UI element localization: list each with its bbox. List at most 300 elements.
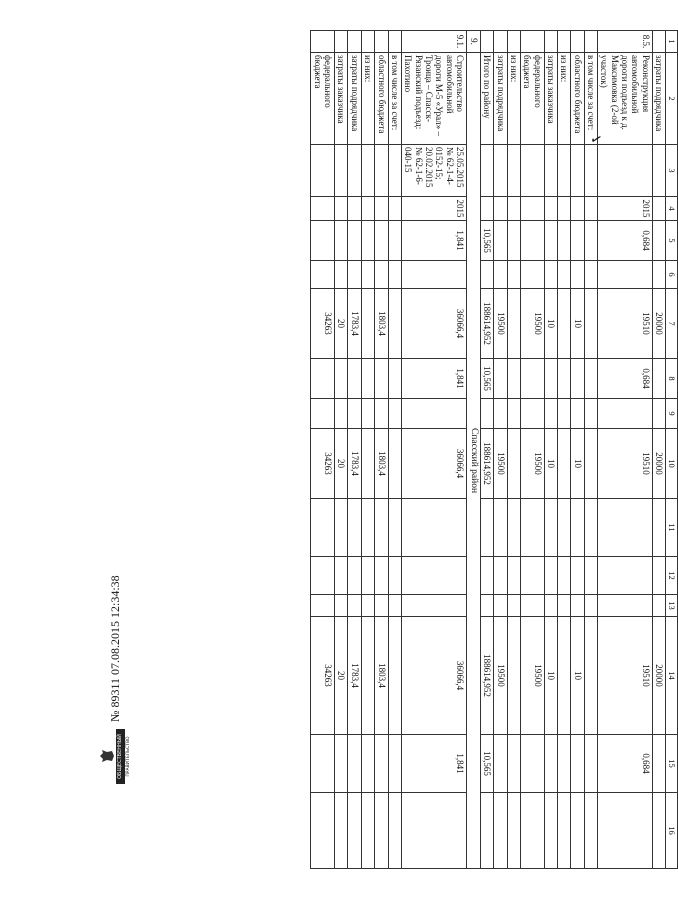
cell-col-9 — [494, 399, 507, 429]
cell-col-6 — [480, 261, 493, 289]
colnum-15: 15 — [666, 735, 678, 793]
cell-col-13 — [520, 595, 544, 617]
cell-col-16 — [311, 793, 335, 869]
cell-col-2: областного бюджета — [571, 53, 584, 145]
cell-col-10: 1803,4 — [375, 429, 388, 499]
cell-col-8: 1,841 — [401, 359, 466, 399]
cell-col-5 — [311, 221, 335, 261]
cell-col-9 — [597, 399, 652, 429]
cell-col-11 — [584, 499, 597, 557]
colnum-2: 2 — [666, 53, 678, 145]
cell-col-1 — [584, 31, 597, 53]
cell-col-6 — [597, 261, 652, 289]
colnum-11: 11 — [666, 499, 678, 557]
cell-col-1 — [480, 31, 493, 53]
cell-col-10: 36066,4 — [401, 429, 466, 499]
cell-col-12 — [480, 557, 493, 595]
cell-col-16 — [520, 793, 544, 869]
table-row — [401, 31, 466, 869]
cell-col-13 — [401, 595, 466, 617]
table-body — [311, 31, 678, 869]
cell-col-1 — [335, 31, 348, 53]
cell-col-13 — [652, 595, 665, 617]
cell-col-5 — [507, 221, 520, 261]
cell-col-14: 19510 — [597, 617, 652, 735]
cell-col-7: 1783,4 — [348, 289, 361, 359]
cell-col-11 — [480, 499, 493, 557]
cell-col-12 — [557, 557, 570, 595]
colnum-12: 12 — [666, 557, 678, 595]
cell-col-10: 19500 — [520, 429, 544, 499]
cell-col-14: 20000 — [652, 617, 665, 735]
cell-col-15 — [571, 735, 584, 793]
cell-col-12 — [401, 557, 466, 595]
cell-col-6 — [584, 261, 597, 289]
table-row — [520, 31, 544, 869]
cell-col-1: 8.5. — [597, 31, 652, 53]
cell-col-11 — [571, 499, 584, 557]
cell-col-13 — [507, 595, 520, 617]
cell-col-5: 10,565 — [480, 221, 493, 261]
cell-col-13 — [361, 595, 374, 617]
table-row — [557, 31, 570, 869]
cell-col-14 — [584, 617, 597, 735]
cell-col-16 — [494, 793, 507, 869]
logo-subtitle: ПРАВИТЕЛЬСТВО — [126, 736, 131, 777]
cell-col-2: Реконструкция автомобильной дороги подъезд к д. Максимовка (2-ой участок) — [597, 53, 652, 145]
colnum-8: 8 — [666, 359, 678, 399]
cell-col-7: 34263 — [311, 289, 335, 359]
cell-col-13 — [544, 595, 557, 617]
cell-col-5: 1,841 — [401, 221, 466, 261]
cell-col-1 — [388, 31, 401, 53]
section-title: Спасский район — [466, 53, 480, 869]
cell-col-2: Итого по району — [480, 53, 493, 145]
cell-col-5 — [361, 221, 374, 261]
cell-col-14: 1783,4 — [348, 617, 361, 735]
colnum-16: 16 — [666, 793, 678, 869]
cell-col-8 — [494, 359, 507, 399]
cell-col-15 — [388, 735, 401, 793]
cell-col-15: 0,684 — [597, 735, 652, 793]
cell-col-7 — [584, 289, 597, 359]
cell-col-6 — [520, 261, 544, 289]
cell-col-7: 10 — [544, 289, 557, 359]
cell-col-12 — [507, 557, 520, 595]
cell-col-1: 9.1. — [401, 31, 466, 53]
cell-col-8 — [348, 359, 361, 399]
cell-col-3 — [375, 145, 388, 197]
cell-col-4 — [652, 197, 665, 221]
cell-col-1 — [494, 31, 507, 53]
section-number: 9. — [466, 31, 480, 53]
cell-col-4 — [507, 197, 520, 221]
cell-col-9 — [480, 399, 493, 429]
cell-col-16 — [361, 793, 374, 869]
colnum-6: 6 — [666, 261, 678, 289]
cell-col-2: областного бюджета — [375, 53, 388, 145]
cell-col-5 — [652, 221, 665, 261]
cell-col-12 — [571, 557, 584, 595]
cell-col-10: 20000 — [652, 429, 665, 499]
cell-col-2: затраты подрядчика — [652, 53, 665, 145]
cell-col-1 — [375, 31, 388, 53]
cell-col-3 — [507, 145, 520, 197]
cell-col-3 — [544, 145, 557, 197]
column-number-row — [666, 31, 678, 869]
cell-col-5 — [584, 221, 597, 261]
colnum-4: 4 — [666, 197, 678, 221]
cell-col-16 — [388, 793, 401, 869]
cell-col-13 — [494, 595, 507, 617]
cell-col-5 — [544, 221, 557, 261]
cell-col-16 — [348, 793, 361, 869]
cell-col-6 — [361, 261, 374, 289]
cell-col-8 — [544, 359, 557, 399]
cell-col-1 — [520, 31, 544, 53]
cell-col-11 — [597, 499, 652, 557]
cell-col-2: в том числе за счет: — [388, 53, 401, 145]
cell-col-10 — [584, 429, 597, 499]
cell-col-3 — [494, 145, 507, 197]
table-row — [388, 31, 401, 869]
cell-col-4 — [348, 197, 361, 221]
cell-col-6 — [494, 261, 507, 289]
cell-col-9 — [507, 399, 520, 429]
cell-col-16 — [571, 793, 584, 869]
table-row — [507, 31, 520, 869]
cell-col-11 — [361, 499, 374, 557]
cell-col-6 — [375, 261, 388, 289]
cell-col-2: Строительство автомобильной дороги М-5 «Урал» – Троица – Спасск-Рязанский подъезд: Пахотино — [401, 53, 466, 145]
cell-col-6 — [544, 261, 557, 289]
cell-col-2: федерального бюджета — [520, 53, 544, 145]
cell-col-14: 19500 — [520, 617, 544, 735]
cell-col-1 — [311, 31, 335, 53]
cell-col-16 — [375, 793, 388, 869]
cell-col-9 — [361, 399, 374, 429]
cell-col-12 — [375, 557, 388, 595]
table-row — [597, 31, 652, 869]
cell-col-2: федерального бюджета — [311, 53, 335, 145]
cell-col-9 — [388, 399, 401, 429]
colnum-9: 9 — [666, 399, 678, 429]
cell-col-14 — [557, 617, 570, 735]
cell-col-3 — [480, 145, 493, 197]
cell-col-5 — [348, 221, 361, 261]
cell-col-4: 2015 — [597, 197, 652, 221]
cell-col-8 — [335, 359, 348, 399]
cell-col-15 — [557, 735, 570, 793]
cell-col-14: 19500 — [494, 617, 507, 735]
cell-col-15 — [361, 735, 374, 793]
colnum-10: 10 — [666, 429, 678, 499]
cell-col-9 — [520, 399, 544, 429]
cell-col-16 — [480, 793, 493, 869]
cell-col-16 — [557, 793, 570, 869]
cell-col-12 — [584, 557, 597, 595]
cell-col-3 — [520, 145, 544, 197]
cell-col-9 — [544, 399, 557, 429]
cell-col-15 — [652, 735, 665, 793]
cell-col-13 — [571, 595, 584, 617]
cell-col-4 — [311, 197, 335, 221]
cell-col-11 — [494, 499, 507, 557]
cell-col-4 — [544, 197, 557, 221]
cell-col-8 — [557, 359, 570, 399]
cell-col-7: 10 — [571, 289, 584, 359]
cell-col-13 — [388, 595, 401, 617]
cell-col-12 — [361, 557, 374, 595]
cell-col-3 — [557, 145, 570, 197]
cell-col-12 — [388, 557, 401, 595]
cell-col-15: 10,565 — [480, 735, 493, 793]
cell-col-15: 1,841 — [401, 735, 466, 793]
cell-col-7: 20000 — [652, 289, 665, 359]
cell-col-10: 1783,4 — [348, 429, 361, 499]
cell-col-7 — [361, 289, 374, 359]
cell-col-3 — [311, 145, 335, 197]
cell-col-2: из них: — [361, 53, 374, 145]
cell-col-15 — [311, 735, 335, 793]
pen-mark-icon: ✓ — [587, 131, 604, 150]
program-table — [310, 30, 678, 869]
cell-col-6 — [652, 261, 665, 289]
table-row — [348, 31, 361, 869]
document-stamp: № 89311 07.08.2015 12:34:38 — [108, 575, 122, 722]
government-logo — [96, 728, 136, 784]
cell-col-7: 188614,952 — [480, 289, 493, 359]
cell-col-11 — [348, 499, 361, 557]
cell-col-4 — [520, 197, 544, 221]
cell-col-12 — [597, 557, 652, 595]
cell-col-8 — [571, 359, 584, 399]
table-row — [311, 31, 335, 869]
cell-col-16 — [584, 793, 597, 869]
cell-col-8: 10,565 — [480, 359, 493, 399]
cell-col-9 — [348, 399, 361, 429]
cell-col-7 — [557, 289, 570, 359]
emblem-icon — [100, 750, 114, 762]
cell-col-13 — [584, 595, 597, 617]
cell-col-10: 188614,952 — [480, 429, 493, 499]
cell-col-4 — [494, 197, 507, 221]
cell-col-8 — [311, 359, 335, 399]
cell-col-14 — [388, 617, 401, 735]
cell-col-9 — [652, 399, 665, 429]
rotated-table-area — [92, 30, 678, 866]
cell-col-8 — [584, 359, 597, 399]
cell-col-5 — [335, 221, 348, 261]
cell-col-6 — [335, 261, 348, 289]
cell-col-2: из них: — [507, 53, 520, 145]
cell-col-7: 19510 — [597, 289, 652, 359]
cell-col-11 — [507, 499, 520, 557]
cell-col-10: 10 — [571, 429, 584, 499]
cell-col-11 — [520, 499, 544, 557]
cell-col-5 — [375, 221, 388, 261]
cell-col-1 — [348, 31, 361, 53]
cell-col-4: 2015 — [401, 197, 466, 221]
cell-col-3 — [388, 145, 401, 197]
cell-col-12 — [335, 557, 348, 595]
cell-col-12 — [311, 557, 335, 595]
cell-col-5 — [571, 221, 584, 261]
colnum-3: 3 — [666, 145, 678, 197]
cell-col-6 — [388, 261, 401, 289]
cell-col-14 — [361, 617, 374, 735]
cell-col-16 — [335, 793, 348, 869]
cell-col-8 — [375, 359, 388, 399]
cell-col-10 — [361, 429, 374, 499]
cell-col-9 — [557, 399, 570, 429]
cell-col-5 — [557, 221, 570, 261]
cell-col-3 — [335, 145, 348, 197]
cell-col-14: 10 — [571, 617, 584, 735]
cell-col-6 — [401, 261, 466, 289]
cell-col-3 — [652, 145, 665, 197]
cell-col-8 — [520, 359, 544, 399]
cell-col-13 — [311, 595, 335, 617]
cell-col-3 — [571, 145, 584, 197]
table-row — [335, 31, 348, 869]
cell-col-16 — [401, 793, 466, 869]
table-row — [494, 31, 507, 869]
cell-col-11 — [311, 499, 335, 557]
cell-col-4 — [571, 197, 584, 221]
cell-col-13 — [480, 595, 493, 617]
cell-col-15 — [494, 735, 507, 793]
table-row — [361, 31, 374, 869]
cell-col-13 — [348, 595, 361, 617]
document-footer — [96, 534, 136, 784]
cell-col-1 — [571, 31, 584, 53]
cell-col-4 — [584, 197, 597, 221]
cell-col-8 — [652, 359, 665, 399]
cell-col-16 — [507, 793, 520, 869]
cell-col-12 — [652, 557, 665, 595]
cell-col-5 — [494, 221, 507, 261]
cell-col-14: 1803,4 — [375, 617, 388, 735]
cell-col-4 — [480, 197, 493, 221]
table-row — [652, 31, 665, 869]
cell-col-3 — [361, 145, 374, 197]
cell-col-8 — [388, 359, 401, 399]
table-row — [571, 31, 584, 869]
cell-col-1 — [507, 31, 520, 53]
cell-col-14: 10 — [544, 617, 557, 735]
cell-col-14: 188614,952 — [480, 617, 493, 735]
cell-col-6 — [311, 261, 335, 289]
cell-col-4 — [375, 197, 388, 221]
colnum-1: 1 — [666, 31, 678, 53]
cell-col-12 — [494, 557, 507, 595]
section-row — [466, 31, 480, 869]
cell-col-11 — [544, 499, 557, 557]
cell-col-14: 34263 — [311, 617, 335, 735]
cell-col-11 — [652, 499, 665, 557]
cell-col-13 — [335, 595, 348, 617]
cell-col-7: 19500 — [520, 289, 544, 359]
cell-col-14: 36066,4 — [401, 617, 466, 735]
cell-col-5: 0,684 — [597, 221, 652, 261]
cell-col-10: 19500 — [494, 429, 507, 499]
cell-col-15 — [520, 735, 544, 793]
cell-col-6 — [507, 261, 520, 289]
cell-col-2: затраты подрядчика — [494, 53, 507, 145]
cell-col-2: затраты заказчика — [544, 53, 557, 145]
cell-col-3 — [584, 145, 597, 197]
cell-col-16 — [652, 793, 665, 869]
cell-col-15 — [348, 735, 361, 793]
cell-col-7: 19500 — [494, 289, 507, 359]
cell-col-11 — [557, 499, 570, 557]
colnum-13: 13 — [666, 595, 678, 617]
cell-col-2: затраты подрядчика — [348, 53, 361, 145]
cell-col-7 — [388, 289, 401, 359]
cell-col-10 — [557, 429, 570, 499]
cell-col-13 — [375, 595, 388, 617]
cell-col-4 — [388, 197, 401, 221]
cell-col-12 — [544, 557, 557, 595]
cell-col-15 — [507, 735, 520, 793]
cell-col-10: 20 — [335, 429, 348, 499]
cell-col-16 — [544, 793, 557, 869]
colnum-7: 7 — [666, 289, 678, 359]
cell-col-4 — [335, 197, 348, 221]
cell-col-12 — [520, 557, 544, 595]
cell-col-15 — [544, 735, 557, 793]
cell-col-7 — [507, 289, 520, 359]
cell-col-9 — [584, 399, 597, 429]
cell-col-4 — [557, 197, 570, 221]
cell-col-2: затраты заказчика — [335, 53, 348, 145]
cell-col-15 — [375, 735, 388, 793]
table-row — [584, 31, 597, 869]
cell-col-1 — [544, 31, 557, 53]
cell-col-14 — [507, 617, 520, 735]
table-wrapper — [92, 30, 678, 866]
cell-col-14: 20 — [335, 617, 348, 735]
cell-col-7: 36066,4 — [401, 289, 466, 359]
cell-col-10: 19510 — [597, 429, 652, 499]
cell-col-1 — [557, 31, 570, 53]
cell-col-10: 34263 — [311, 429, 335, 499]
table-row — [480, 31, 493, 869]
table-row — [544, 31, 557, 869]
cell-col-7: 1803,4 — [375, 289, 388, 359]
cell-col-10 — [388, 429, 401, 499]
cell-col-5 — [388, 221, 401, 261]
cell-col-6 — [557, 261, 570, 289]
cell-col-10: 10 — [544, 429, 557, 499]
cell-col-13 — [597, 595, 652, 617]
cell-col-9 — [571, 399, 584, 429]
logo-title: ОБЩЕСТВЕННЫЙ — [117, 734, 123, 779]
cell-col-9 — [375, 399, 388, 429]
cell-col-6 — [571, 261, 584, 289]
cell-col-2: из них: — [557, 53, 570, 145]
cell-col-11 — [335, 499, 348, 557]
cell-col-3 — [597, 145, 652, 197]
cell-col-10 — [507, 429, 520, 499]
cell-col-3: 25.05.2015 № 62-1-4-0152-15; 20.02.2015 № 62-1-6-040-15 — [401, 145, 466, 197]
cell-col-6 — [348, 261, 361, 289]
cell-col-4 — [361, 197, 374, 221]
cell-col-8 — [361, 359, 374, 399]
colnum-14: 14 — [666, 617, 678, 735]
cell-col-16 — [597, 793, 652, 869]
